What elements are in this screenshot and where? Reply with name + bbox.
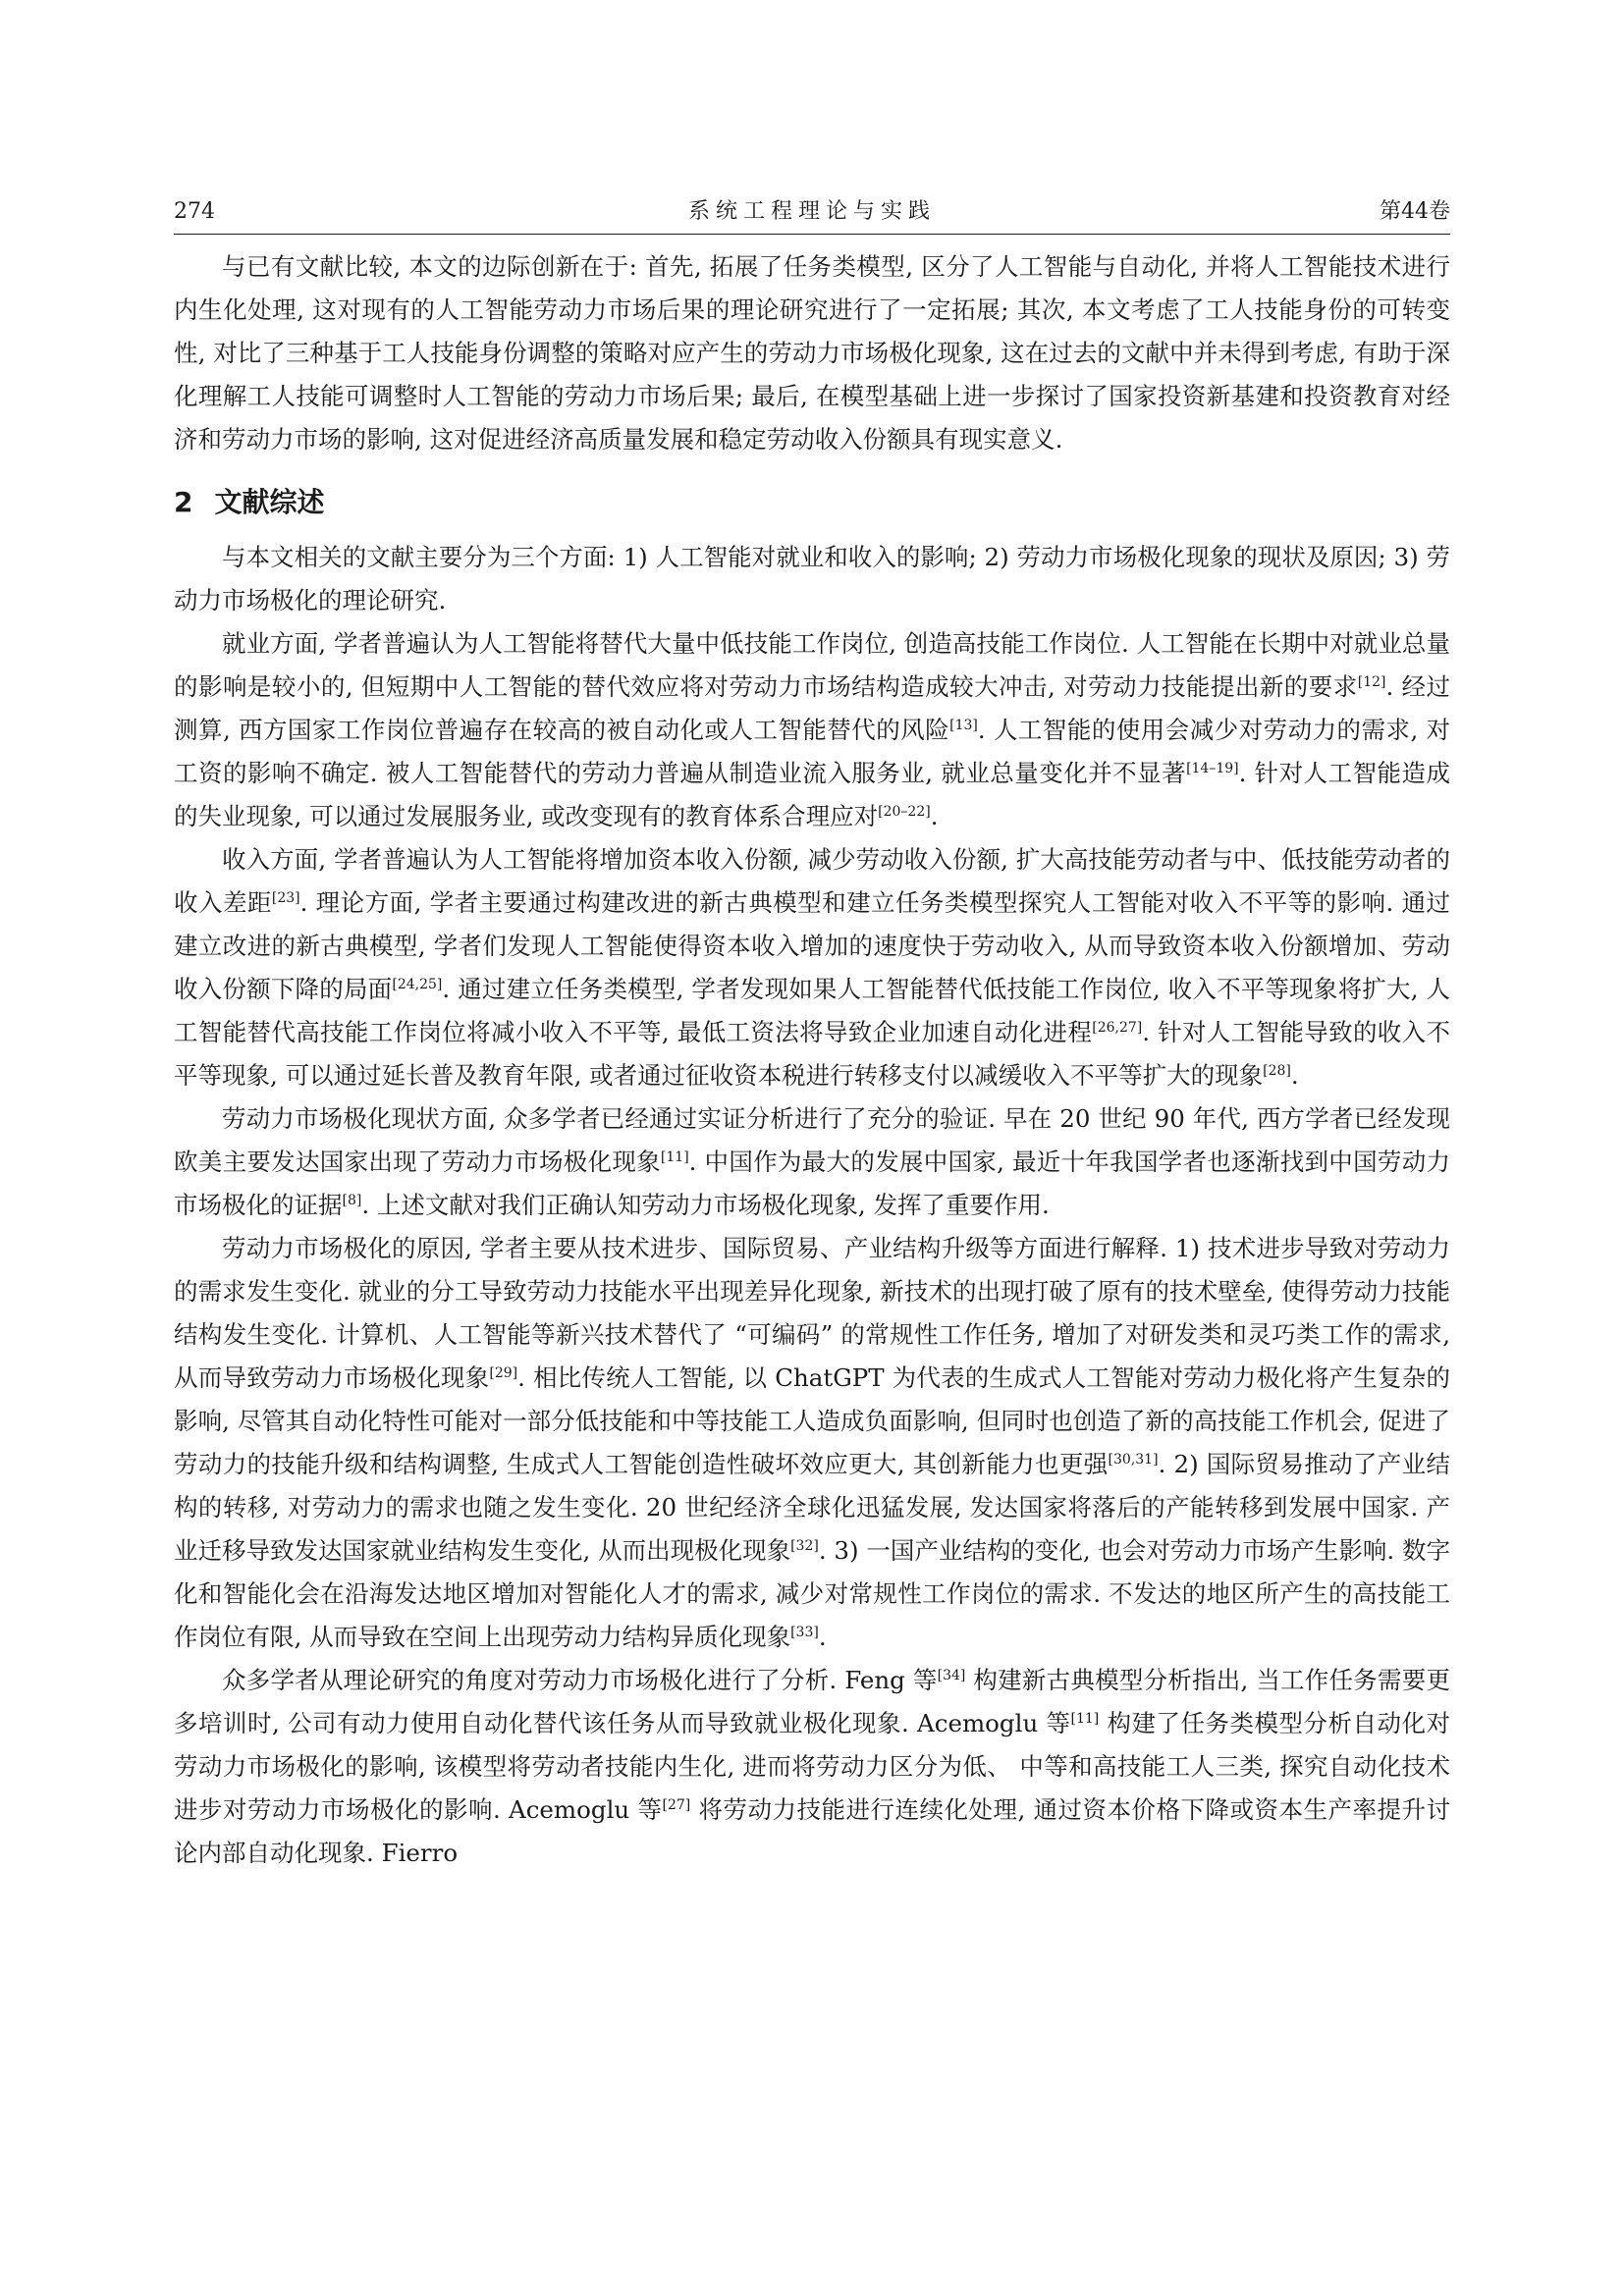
citation: [24,25] (392, 976, 443, 992)
text-run: 构建新古典模型分析指出, 当工作任务需要更多培训时, 公司有动力使用自动化替代该任务从而导致就业极化现象. Acemoglu 等 (174, 1666, 1450, 1737)
citation: [12] (1357, 673, 1386, 690)
text-run: . 经过测算, 西方国家工作岗位普遍存在较高的被自动化或人工智能替代的风险 (174, 672, 1451, 744)
text-run: . 2) 国际贸易推动了产业结构的转移, 对劳动力的需求也随之发生变化. 20 世纪经济全球化迅猛发展, 发达国家将落后的产能转移到发展中国家. 产业迁移导致发达国家就业结构发生变化, 从而出现极化现象 (174, 1450, 1450, 1565)
citation: [11] (1070, 1710, 1100, 1727)
paragraph-polarization-causes (174, 1227, 1450, 1659)
text-run: . 3) 一国产业结构的变化, 也会对劳动力市场产生影响. 数字化和智能化会在沿海发达地区增加对智能化人才的需求, 减少对常规性工作岗位的需求. 不发达的地区所产生的高技能工作岗位有限, 从而导致在空间上出现劳动力结构异质化现象 (174, 1536, 1450, 1651)
section-heading (174, 481, 1450, 524)
intro-paragraph: 与已有文献比较, 本文的边际创新在于: 首先, 拓展了任务类模型, 区分了人工智能与自动化, 并将人工智能技术进行内生化处理, 这对现有的人工智能劳动力市场后果的理论研究进行了一定拓展; 其次, 本文考虑了工人技能身份的可转变性, 对比了三种基于工人技能身份调整的策略对应产生的劳动力市场极化现象, 这在过去的文献中并未得到考虑, 有助于深化理解工人技能可调整时人工智能的劳动力市场后果; 最后, 在模型基础上进一步探讨了国家投资新基建和投资教育对经济和劳动力市场的影响, 这对促进经济高质量发展和稳定劳动收入份额具有现实意义. (174, 252, 1450, 454)
citation: [27] (662, 1796, 691, 1813)
text-run: . 中国作为最大的发展中国家, 最近十年我国学者也逐渐找到中国劳动力市场极化的证据 (174, 1148, 1450, 1219)
citation: [34] (937, 1667, 966, 1683)
volume-label: 第44卷 (1380, 199, 1450, 224)
text-run: 将劳动力技能进行连续化处理, 通过资本价格下降或资本生产率提升讨论内部自动化现象. Fierro (174, 1795, 1450, 1867)
text-run: . (818, 1623, 827, 1651)
paragraph-theory (174, 1659, 1450, 1875)
section-title: 文献综述 (214, 486, 325, 518)
citation: [33] (790, 1624, 819, 1640)
citation: [20–22] (878, 803, 931, 820)
paragraph-overview: 与本文相关的文献主要分为三个方面: 1) 人工智能对就业和收入的影响; 2) 劳动力市场极化现象的现状及原因; 3) 劳动力市场极化的理论研究. (174, 543, 1450, 614)
text-run: 众多学者从理论研究的角度对劳动力市场极化进行了分析. Feng 等 (222, 1666, 938, 1694)
running-header (174, 192, 1450, 232)
text-run: 构建了任务类模型分析自动化对劳动力市场极化的影响, 该模型将劳动者技能内生化, 进而将劳动力区分为低、 中等和高技能工人三类, 探究自动化技术进步对劳动力市场极化的影响. Acemoglu 等 (174, 1709, 1450, 1824)
text-run: . 通过建立任务类模型, 学者发现如果人工智能替代低技能工作岗位, 收入不平等现象将扩大, 人工智能替代高技能工作岗位将减小收入不平等, 最低工资法将导致企业加速自动化进程 (174, 975, 1450, 1046)
citation: [14–19] (1186, 760, 1239, 776)
text-run: . (1290, 1061, 1299, 1090)
text-run: 劳动力市场极化现状方面, 众多学者已经通过实证分析进行了充分的验证. 早在 20 世纪 90 年代, 西方学者已经发现欧美主要发达国家出现了劳动力市场极化现象 (174, 1104, 1450, 1176)
text-run: 劳动力市场极化的原因, 学者主要从技术进步、国际贸易、产业结构升级等方面进行解释. 1) 技术进步导致对劳动力的需求发生变化. 就业的分工导致劳动力技能水平出现差异化现象, 新技术的出现打破了原有的技术壁垒, 使得劳动力技能结构发生变化. 计算机、人工智能等新兴技术替代了 “可编码” 的常规性工作任务, 增加了对研发类和灵巧类工作的需求, 从而导致劳动力市场极化现象 (174, 1234, 1450, 1392)
citation: [28] (1263, 1062, 1291, 1079)
citation: [30,31] (1108, 1451, 1159, 1468)
paragraph-employment (174, 622, 1450, 838)
citation: [11] (660, 1148, 689, 1165)
text-run: . 理论方面, 学者主要通过构建改进的新古典模型和建立任务类模型探究人工智能对收入不平等的影响. 通过建立改进的新古典模型, 学者们发现人工智能使得资本收入增加的速度快于劳动收入, 从而导致资本收入份额增加、劳动收入份额下降的局面 (174, 888, 1450, 1003)
paragraph-income (174, 838, 1450, 1097)
journal-title: 系统工程理论与实践 (687, 199, 936, 224)
citation: [29] (489, 1364, 518, 1381)
text-run: 收入方面, 学者普遍认为人工智能将增加资本收入份额, 减少劳动收入份额, 扩大高技能劳动者与中、低技能劳动者的收入差距 (174, 845, 1450, 917)
text-run: . 针对人工智能造成的失业现象, 可以通过发展服务业, 或改变现有的教育体系合理应对 (174, 759, 1450, 830)
text-run: 就业方面, 学者普遍认为人工智能将替代大量中低技能工作岗位, 创造高技能工作岗位. 人工智能在长期中对就业总量的影响是较小的, 但短期中人工智能的替代效应将对劳动力市场结构造成较大冲击, 对劳动力技能提出新的要求 (174, 629, 1450, 701)
text-run: . 针对人工智能导致的收入不平等现象, 可以通过延长普及教育年限, 或者通过征收资本税进行转移支付以减缓收入不平等扩大的现象 (174, 1018, 1450, 1090)
paragraph-polarization-status (174, 1097, 1450, 1227)
citation: [32] (790, 1537, 819, 1554)
citation: [26,27] (1092, 1019, 1143, 1036)
text-run: . 相比传统人工智能, 以 ChatGPT 为代表的生成式人工智能对劳动力极化将产生复杂的影响, 尽管其自动化特性可能对一部分低技能和中等技能工人造成负面影响, 但同时也创造了新的高技能工作机会, 促进了劳动力的技能升级和结构调整, 生成式人工智能创造性破坏效应更大, 其创新能力也更强 (174, 1363, 1450, 1478)
page-number: 274 (174, 199, 215, 224)
text-run: . (930, 802, 939, 830)
citation: [8] (342, 1192, 362, 1208)
section-number: 2 (174, 486, 193, 518)
citation: [23] (271, 889, 300, 906)
header-rule (174, 234, 1450, 235)
citation: [13] (949, 717, 978, 733)
text-run: . 上述文献对我们正确认知劳动力市场极化现象, 发挥了重要作用. (361, 1191, 1050, 1219)
text-run: . 人工智能的使用会减少对劳动力的需求, 对工资的影响不确定. 被人工智能替代的劳动力普遍从制造业流入服务业, 就业总量变化并不显著 (174, 716, 1451, 787)
article-body (174, 245, 1450, 1875)
